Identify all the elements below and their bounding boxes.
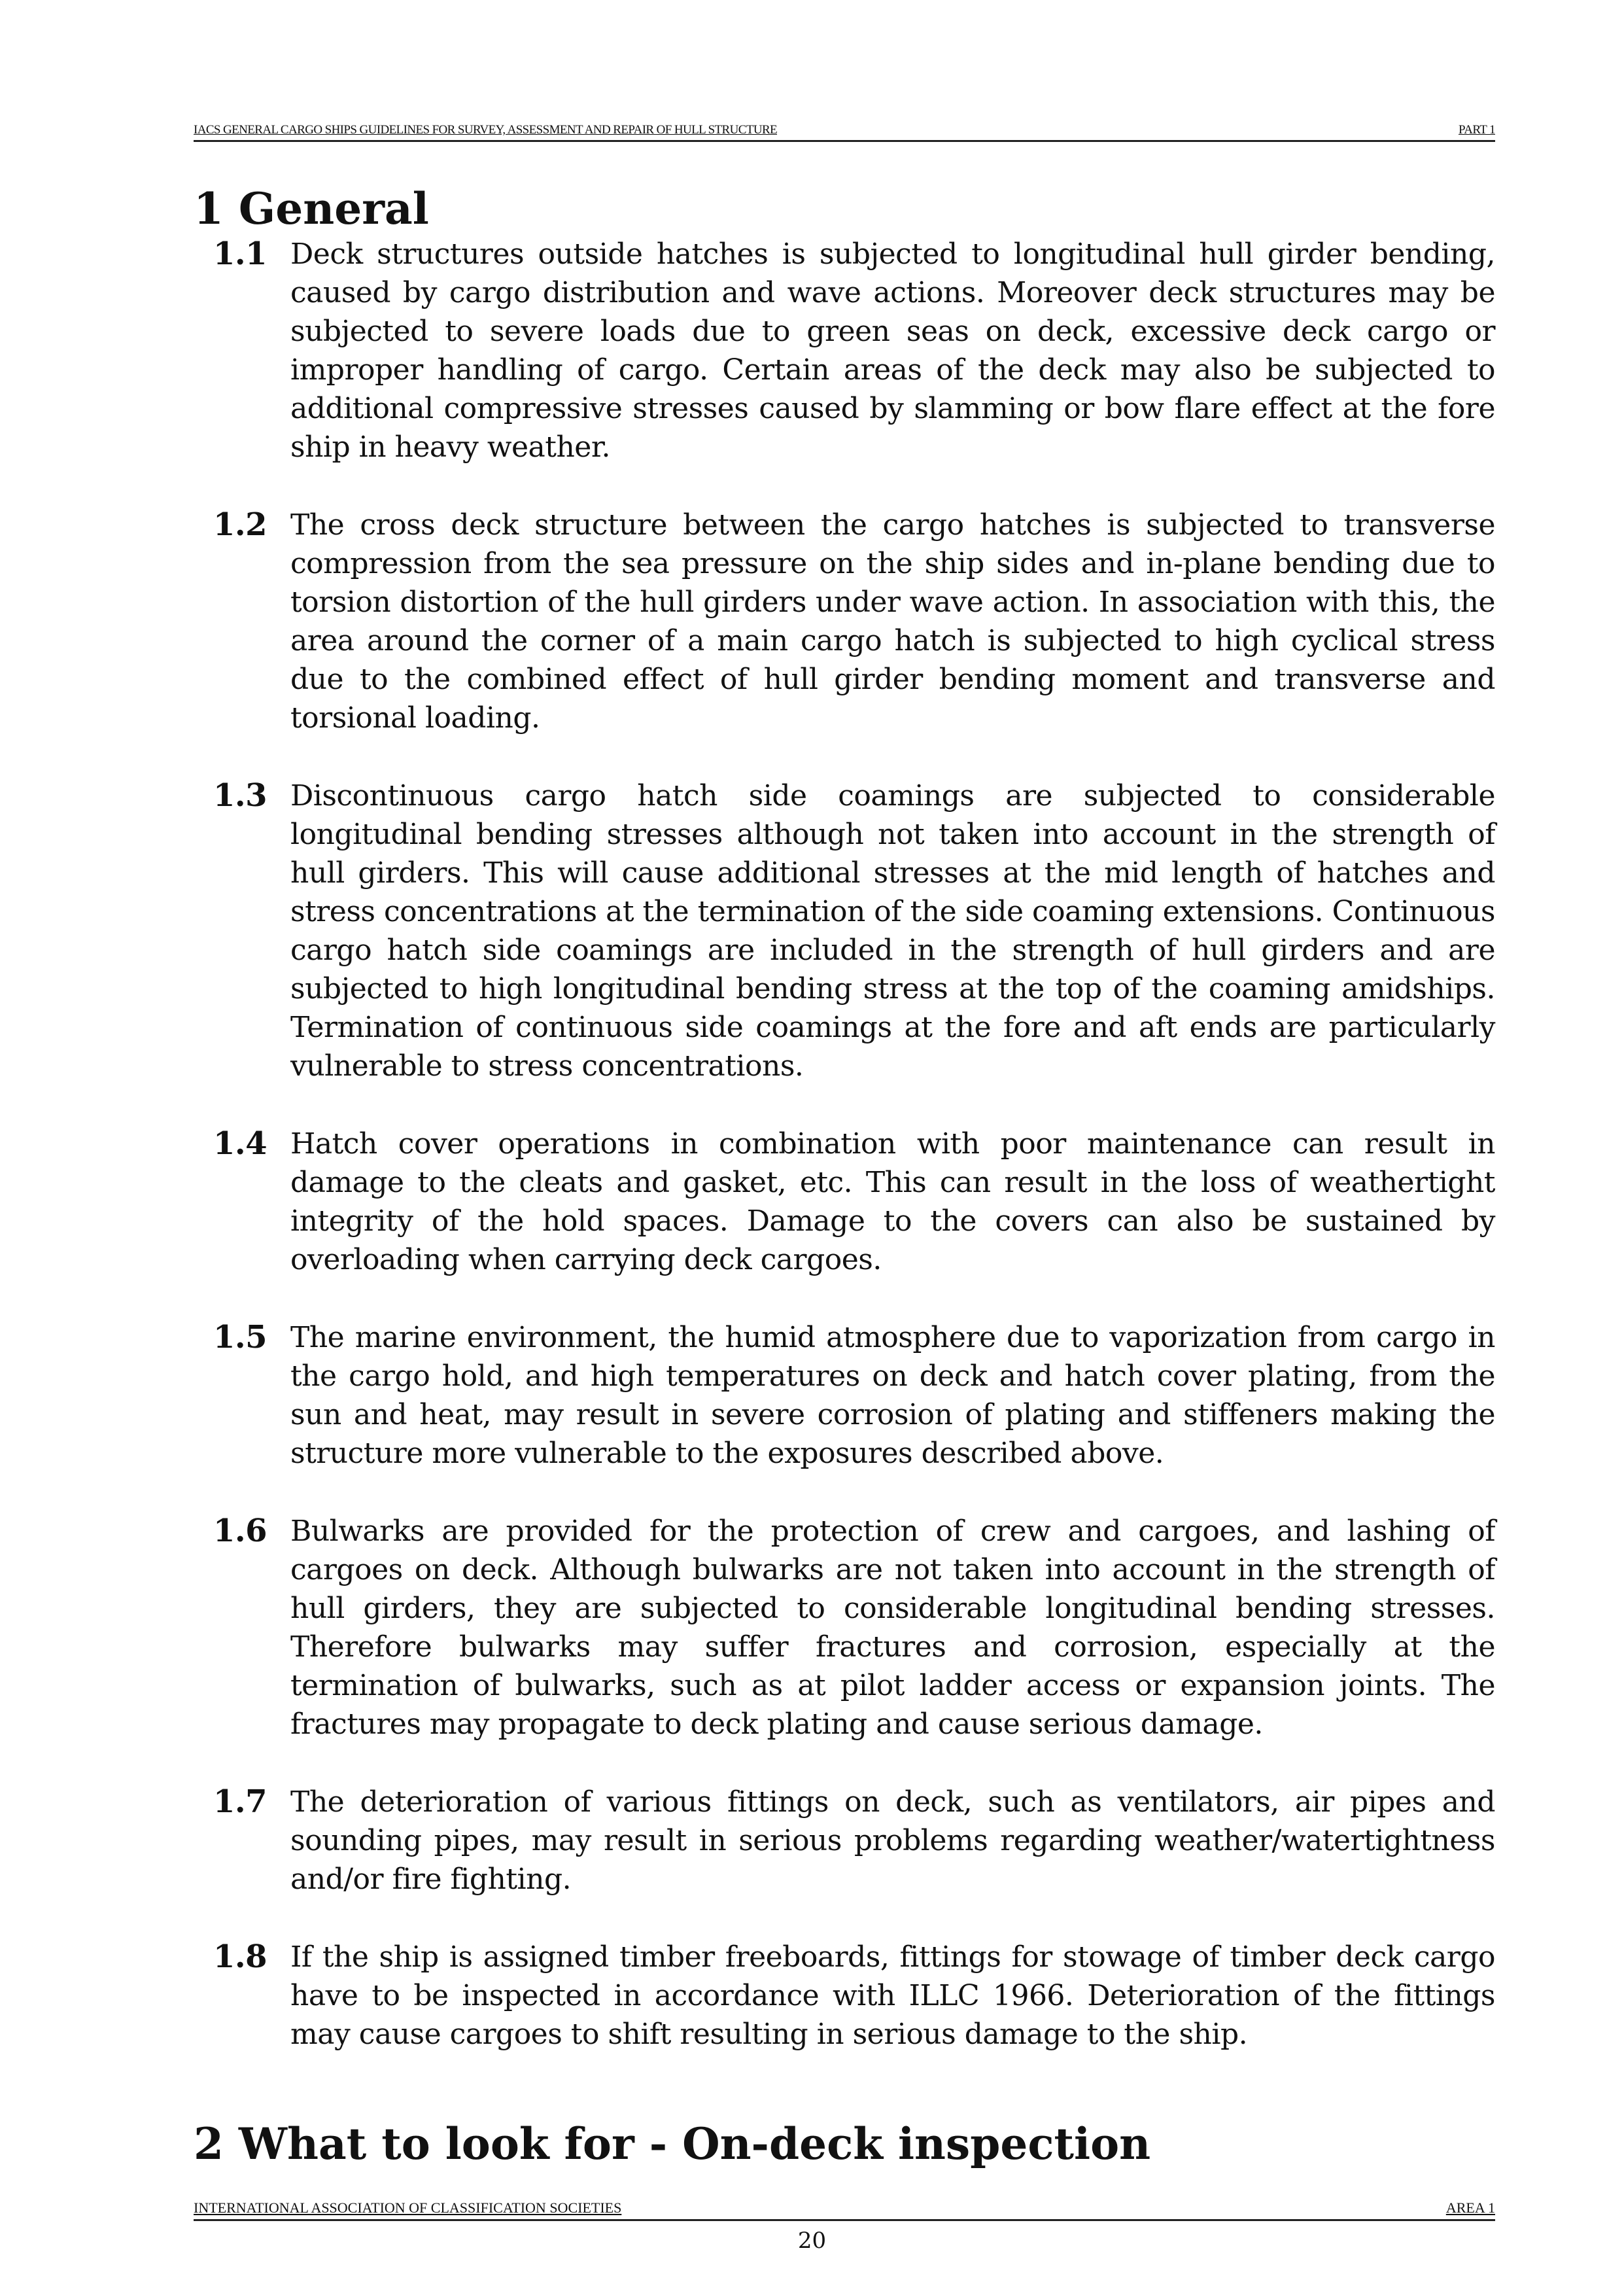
clause-number: 1.3: [213, 777, 268, 815]
clause-number: 1.5: [213, 1319, 268, 1356]
clause-1-8: [194, 1938, 1495, 2054]
clause-number: 1.7: [213, 1783, 268, 1821]
clause-1-1: [194, 235, 1495, 466]
clause-number: 1.8: [213, 1938, 268, 1976]
clause-text: The marine environment, the humid atmosphere due to vaporization from cargo in the cargo hold, and high temperatures on deck and hatch cover plating, from the sun and heat, may result in severe corrosion of plating and stiffeners making the structure more vulnerable to the exposures described above.: [290, 1321, 1495, 1471]
clause-text: If the ship is assigned timber freeboards, fittings for stowage of timber deck cargo have to be inspected in accordance with ILLC 1966. Deterioration of the fittings may cause cargoes to shift resulting in serious damage to the ship.: [290, 1940, 1495, 2052]
running-header: [194, 118, 1495, 142]
clause-number: 1.2: [213, 506, 268, 544]
clause-number: 1.4: [213, 1125, 268, 1163]
clause-1-3: [194, 777, 1495, 1085]
clause-text: Discontinuous cargo hatch side coamings are subjected to considerable longitudinal bending stresses although not taken into account in the strength of hull girders. This will cause additional stresses at the mid length of hatches and stress concentrations at the termination of the side coaming extensions. Continuous cargo hatch side coamings are included in the strength of hull girders and are subjected to high longitudinal bending stress at the top of the coaming amidships. Termination of continuous side coamings at the fore and aft ends are particularly vulnerable to stress concentrations.: [290, 779, 1495, 1083]
clause-text: Deck structures outside hatches is subjected to longitudinal hull girder bending, caused by cargo distribution and wave actions. Moreover deck structures may be subjected to severe loads due to green seas on deck, excessive deck cargo or improper handling of cargo. Certain areas of the deck may also be subjected to additional compressive stresses caused by slamming or bow flare effect at the fore ship in heavy weather.: [290, 237, 1495, 464]
clause-1-7: [194, 1783, 1495, 1899]
clause-text: Hatch cover operations in combination with poor maintenance can result in damage to the cleats and gasket, etc. This can result in the loss of weathertight integrity of the hold spaces. Damage to the covers can also be sustained by overloading when carrying deck cargoes.: [290, 1127, 1495, 1277]
footer-organization: INTERNATIONAL ASSOCIATION OF CLASSIFICATION SOCIETIES: [194, 2199, 622, 2216]
clause-1-2: [194, 506, 1495, 737]
clause-number: 1.1: [213, 236, 268, 273]
clause-text: The deterioration of various fittings on deck, such as ventilators, air pipes and sounding pipes, may result in serious problems regarding weather/watertightness and/or fire fighting.: [290, 1785, 1495, 1897]
clause-number: 1.6: [213, 1513, 268, 1550]
clause-1-6: [194, 1512, 1495, 1743]
main-content: [194, 183, 1495, 2054]
running-footer: [194, 2197, 1495, 2221]
footer-area: AREA 1: [1445, 2199, 1495, 2216]
page-number: 20: [797, 2228, 827, 2254]
clause-1-4: [194, 1125, 1495, 1279]
clause-text: Bulwarks are provided for the protection of crew and cargoes, and lashing of cargoes on deck. Although bulwarks are not taken into account in the strength of hull girders, they are subjected to considerable longitudinal bending stresses. Therefore bulwarks may suffer fractures and corrosion, especially at the termination of bulwarks, such as at pilot ladder access or expansion joints. The fractures may propagate to deck plating and cause serious damage.: [290, 1515, 1495, 1742]
section-2-title: 2 What to look for - On-deck inspection: [194, 2118, 1151, 2169]
header-part: PART 1: [1459, 123, 1495, 137]
clause-1-5: [194, 1318, 1495, 1473]
section-1-title: 1 General: [194, 183, 429, 234]
header-title: IACS GENERAL CARGO SHIPS GUIDELINES FOR SURVEY, ASSESSMENT AND REPAIR OF HULL STRUCTURE: [194, 123, 778, 137]
clause-text: The cross deck structure between the cargo hatches is subjected to transverse compression from the sea pressure on the ship sides and in-plane bending due to torsion distortion of the hull girders under wave action. In association with this, the area around the corner of a main cargo hatch is subjected to high cyclical stress due to the combined effect of hull girder bending moment and transverse and torsional loading.: [290, 508, 1495, 735]
